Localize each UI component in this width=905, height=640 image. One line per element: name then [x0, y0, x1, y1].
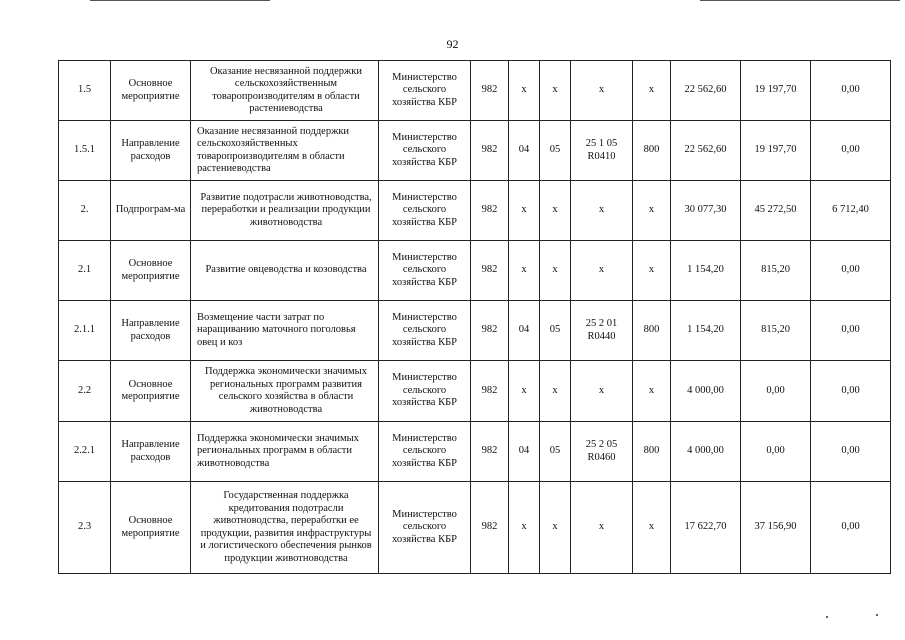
row-target-article: x: [571, 241, 633, 301]
row-amount-year-3: 0,00: [811, 121, 891, 181]
table-row: [59, 482, 891, 574]
row-subsection: x: [540, 482, 571, 574]
row-amount-year-1: 22 562,60: [671, 61, 741, 121]
row-grbs: 982: [471, 241, 509, 301]
row-type: Направление расходов: [111, 422, 191, 482]
row-section: x: [509, 61, 540, 121]
row-amount-year-1: 1 154,20: [671, 301, 741, 361]
row-amount-year-3: 0,00: [811, 241, 891, 301]
row-grbs: 982: [471, 181, 509, 241]
row-target-article: 25 2 05 R0460: [571, 422, 633, 482]
row-amount-year-3: 6 712,40: [811, 181, 891, 241]
row-expense-type: x: [633, 181, 671, 241]
table-row: [59, 181, 891, 241]
row-code: 2.1: [59, 241, 111, 301]
row-amount-year-3: 0,00: [811, 61, 891, 121]
row-amount-year-3: 0,00: [811, 422, 891, 482]
row-section: x: [509, 241, 540, 301]
row-code: 2.2: [59, 361, 111, 422]
row-amount-year-2: 0,00: [741, 422, 811, 482]
row-code: 1.5: [59, 61, 111, 121]
row-executor: Министерство сельского хозяйства КБР: [379, 61, 471, 121]
row-executor: Министерство сельского хозяйства КБР: [379, 361, 471, 422]
row-executor: Министерство сельского хозяйства КБР: [379, 241, 471, 301]
row-expense-type: x: [633, 61, 671, 121]
row-target-article: x: [571, 181, 633, 241]
row-amount-year-3: 0,00: [811, 301, 891, 361]
budget-table: [58, 60, 891, 574]
row-executor: Министерство сельского хозяйства КБР: [379, 422, 471, 482]
row-name: Развитие овцеводства и козоводства: [191, 241, 379, 301]
row-amount-year-2: 37 156,90: [741, 482, 811, 574]
row-target-article: 25 2 01 R0440: [571, 301, 633, 361]
row-subsection: 05: [540, 422, 571, 482]
row-amount-year-1: 4 000,00: [671, 422, 741, 482]
row-subsection: x: [540, 61, 571, 121]
row-subsection: x: [540, 181, 571, 241]
row-amount-year-3: 0,00: [811, 482, 891, 574]
row-grbs: 982: [471, 422, 509, 482]
row-name: Государственная поддержка кредитования подотрасли животноводства, переработки ее продукции, развития инфраструктуры и логистического обеспечения рынков продукции животноводства: [191, 482, 379, 574]
row-expense-type: x: [633, 241, 671, 301]
row-code: 2.2.1: [59, 422, 111, 482]
row-name: Возмещение части затрат по наращиванию маточного поголовья овец и коз: [191, 301, 379, 361]
row-section: 04: [509, 301, 540, 361]
row-grbs: 982: [471, 361, 509, 422]
row-code: 2.: [59, 181, 111, 241]
page-number: 92: [446, 37, 459, 51]
row-name: Поддержка экономически значимых региональных программ в области животноводства: [191, 422, 379, 482]
row-grbs: 982: [471, 482, 509, 574]
row-grbs: 982: [471, 301, 509, 361]
row-type: Основное мероприятие: [111, 241, 191, 301]
scan-top-rule-right: [700, 0, 900, 1]
row-amount-year-1: 22 562,60: [671, 121, 741, 181]
row-executor: Министерство сельского хозяйства КБР: [379, 181, 471, 241]
row-executor: Министерство сельского хозяйства КБР: [379, 301, 471, 361]
scan-speck: [876, 614, 878, 616]
row-executor: Министерство сельского хозяйства КБР: [379, 121, 471, 181]
row-name: Развитие подотрасли животноводства, переработки и реализации продукции животноводства: [191, 181, 379, 241]
row-type: Направление расходов: [111, 301, 191, 361]
row-expense-type: 800: [633, 121, 671, 181]
row-amount-year-2: 19 197,70: [741, 61, 811, 121]
table-row: [59, 121, 891, 181]
row-section: x: [509, 181, 540, 241]
row-subsection: 05: [540, 301, 571, 361]
row-code: 2.1.1: [59, 301, 111, 361]
row-subsection: 05: [540, 121, 571, 181]
row-amount-year-1: 17 622,70: [671, 482, 741, 574]
row-amount-year-2: 815,20: [741, 241, 811, 301]
row-amount-year-3: 0,00: [811, 361, 891, 422]
table-row: [59, 422, 891, 482]
row-amount-year-1: 4 000,00: [671, 361, 741, 422]
row-name: Оказание несвязанной поддержки сельскохозяйственных товаропроизводителям в области растениеводства: [191, 121, 379, 181]
row-expense-type: 800: [633, 422, 671, 482]
row-grbs: 982: [471, 61, 509, 121]
row-amount-year-1: 30 077,30: [671, 181, 741, 241]
row-subsection: x: [540, 241, 571, 301]
row-target-article: x: [571, 61, 633, 121]
row-type: Направление расходов: [111, 121, 191, 181]
scan-speck: [826, 616, 828, 618]
row-target-article: 25 1 05 R0410: [571, 121, 633, 181]
row-type: Основное мероприятие: [111, 361, 191, 422]
row-subsection: x: [540, 361, 571, 422]
row-code: 2.3: [59, 482, 111, 574]
row-expense-type: x: [633, 482, 671, 574]
row-name: Оказание несвязанной поддержки сельскохозяйственным товаропроизводителям в области растениеводства: [191, 61, 379, 121]
table-row: [59, 361, 891, 422]
row-amount-year-1: 1 154,20: [671, 241, 741, 301]
row-grbs: 982: [471, 121, 509, 181]
scan-top-rule-left: [90, 0, 270, 1]
row-expense-type: x: [633, 361, 671, 422]
row-type: Основное мероприятие: [111, 61, 191, 121]
table-row: [59, 301, 891, 361]
row-amount-year-2: 815,20: [741, 301, 811, 361]
row-target-article: x: [571, 361, 633, 422]
row-target-article: x: [571, 482, 633, 574]
table-row: [59, 241, 891, 301]
row-section: x: [509, 361, 540, 422]
row-executor: Министерство сельского хозяйства КБР: [379, 482, 471, 574]
row-code: 1.5.1: [59, 121, 111, 181]
row-name: Поддержка экономически значимых региональных программ развития сельского хозяйства в области животноводства: [191, 361, 379, 422]
row-section: x: [509, 482, 540, 574]
row-amount-year-2: 0,00: [741, 361, 811, 422]
row-section: 04: [509, 121, 540, 181]
row-type: Основное мероприятие: [111, 482, 191, 574]
table-row: [59, 61, 891, 121]
row-expense-type: 800: [633, 301, 671, 361]
row-amount-year-2: 19 197,70: [741, 121, 811, 181]
budget-table-body: [59, 61, 891, 574]
row-section: 04: [509, 422, 540, 482]
row-type: Подпрограм-ма: [111, 181, 191, 241]
row-amount-year-2: 45 272,50: [741, 181, 811, 241]
